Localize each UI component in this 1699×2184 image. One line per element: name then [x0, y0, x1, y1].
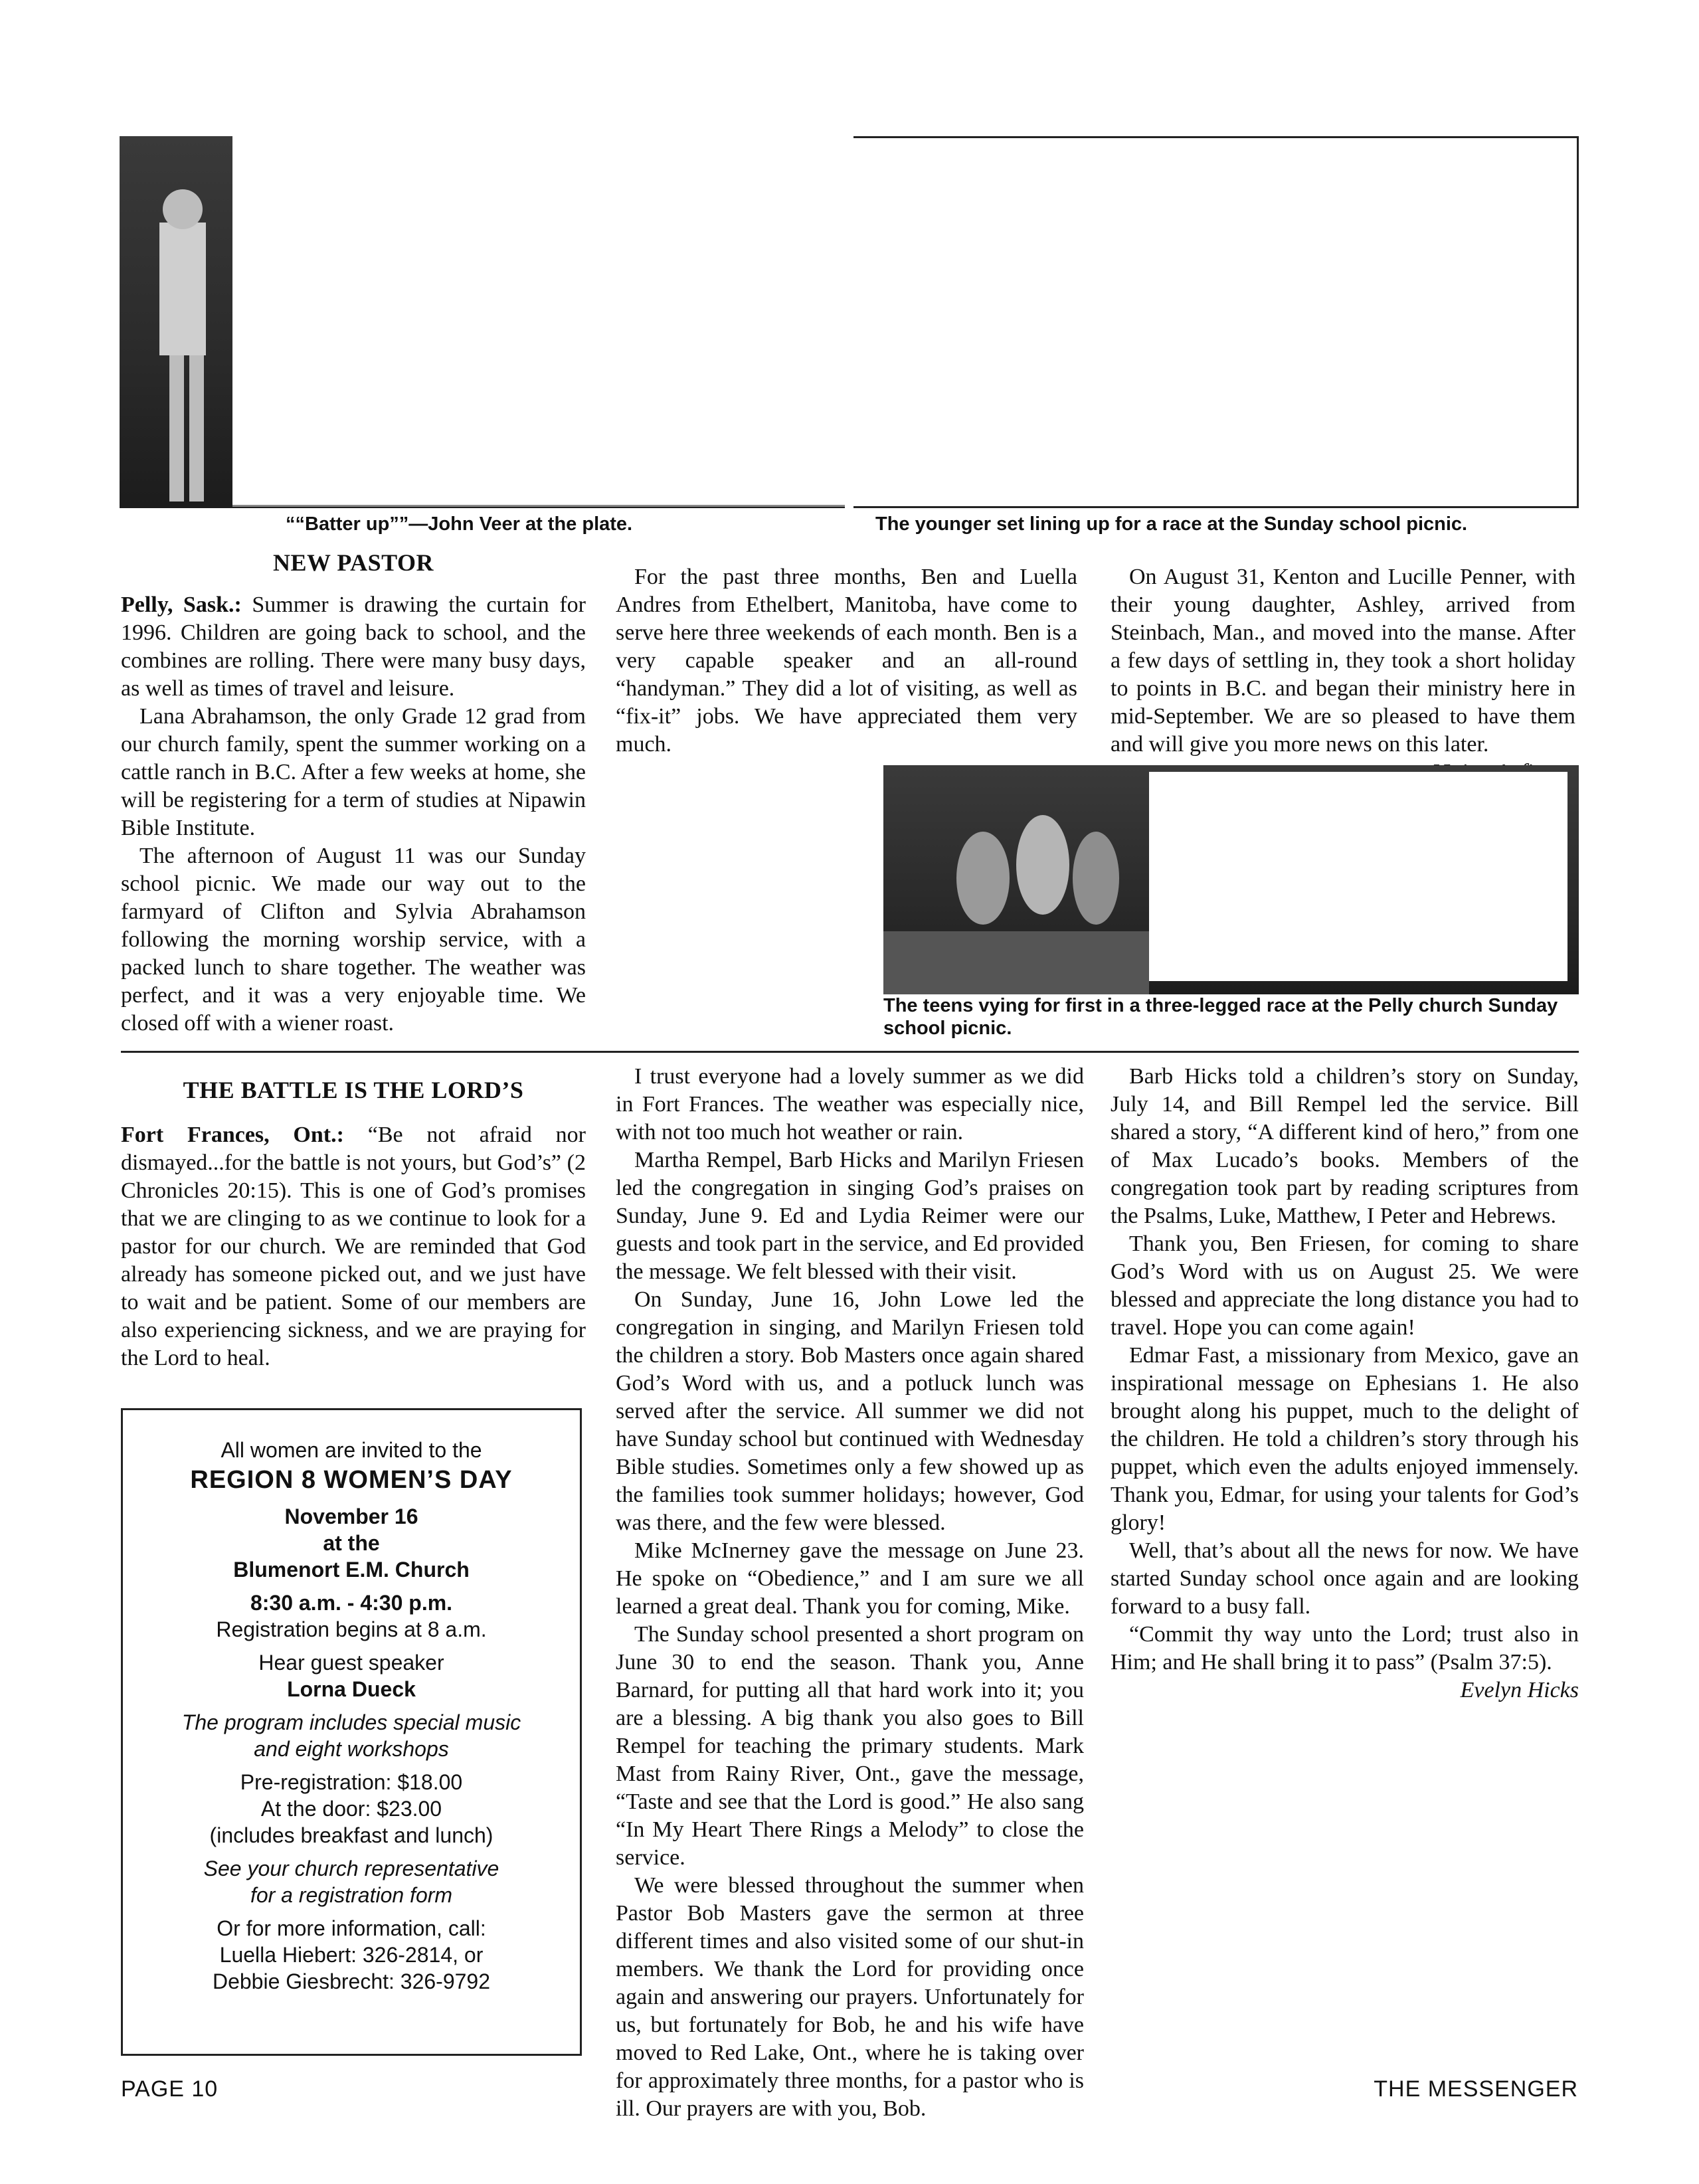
ad-more-info: Or for more information, call:	[217, 1916, 486, 1940]
article1-p3: The afternoon of August 11 was our Sunday school picnic. We made our way out to the farmyard of Clifton and Sylvia Abrahamson following the morning worship service, with a packed lunch to share together. The weather was perfect, and it was a very enjoyable time. We closed off with a wiener roast.	[121, 844, 586, 1036]
publication-name: THE MESSENGER	[1374, 2076, 1578, 2102]
article2-p5: Mike McInerney gave the message on June 23. He spoke on “Obedience,” and I am sure we all learned a great deal. Thank you for coming, Mike.	[616, 1538, 1084, 1619]
article2-p10: Edmar Fast, a missionary from Mexico, gave an inspirational message on Ephesians 1. He also brought along his puppet, much to the delight of the children. He told a children’s story through his puppet, which even the adults enjoyed immensely. Thank you, Edmar, for using your talents for God’s glory!	[1111, 1343, 1579, 1535]
article1-p5: On August 31, Kenton and Lucille Penner, with their young daughter, Ashley, arrived from Steinbach, Man., and moved into the manse. After a few days of settling in, they took a short holiday to points in B.C. and began their ministry here in mid-September. We are so pleased to have them and will give you more news on this later.	[1111, 565, 1575, 757]
race-photo	[853, 136, 1579, 508]
ad-pre-registration: Pre-registration: $18.00	[240, 1770, 463, 1794]
section-divider	[121, 1051, 1579, 1053]
article1-p2: Lana Abrahamson, the only Grade 12 grad from our church family, spent the summer working on a cattle ranch in B.C. After a few weeks at home, she will be registering for a term of studies at Nipawin Bible Institute.	[121, 704, 586, 840]
article1-headline: NEW PASTOR	[272, 549, 434, 576]
ad-invite: All women are invited to the	[221, 1438, 482, 1462]
ad-representative-2: for a registration form	[250, 1883, 453, 1907]
article1-col1	[121, 591, 586, 1036]
three-legged-race-caption: The teens vying for first in a three-legged race at the Pelly church Sunday school picnic.	[883, 995, 1558, 1039]
page-number: PAGE 10	[121, 2076, 219, 2102]
ad-venue: Blumenort E.M. Church	[233, 1558, 470, 1582]
article2-p12: “Commit thy way unto the Lord; trust also in Him; and He shall bring it to pass” (Psalm 37:5).	[1111, 1622, 1579, 1675]
womens-day-ad	[121, 1408, 582, 2056]
article2-p4: On Sunday, June 16, John Lowe led the congregation in singing, and Marilyn Friesen told the children a story. Bob Masters once again shared God’s Word with us, and a potluck lunch was served after the service. All summer we did not have Sunday school but continued with Wednesday Bible studies. Sometimes only a few showed up as the families took summer holidays; however, God was there, and the few were blessed.	[616, 1287, 1084, 1535]
ad-registration-time: Registration begins at 8 a.m.	[216, 1617, 487, 1641]
batter-caption: ““Batter up””—John Veer at the plate.	[286, 513, 633, 535]
article2-headline: THE BATTLE IS THE LORD’S	[183, 1077, 524, 1103]
article2-col2	[616, 1063, 1084, 2121]
ad-contact-2: Debbie Giesbrecht: 326-9792	[212, 1969, 491, 1993]
ad-door-price: At the door: $23.00	[260, 1797, 442, 1821]
article1-p4: For the past three months, Ben and Luella Andres from Ethelbert, Manitoba, have come to serve here three weekends of each month. Ben is a very capable speaker and an all-round “handyman.” They did a lot of visiting, as well as “fix-it” jobs. We have appreciated them very much.	[616, 565, 1077, 757]
ad-representative-1: See your church representative	[203, 1857, 499, 1880]
ad-contact-1: Luella Hiebert: 326-2814, or	[219, 1943, 484, 1967]
article1-col3	[1111, 563, 1575, 757]
ad-date: November 16	[284, 1504, 418, 1528]
ad-time: 8:30 a.m. - 4:30 p.m.	[250, 1591, 453, 1615]
three-legged-race-photo	[883, 765, 1579, 994]
ad-at-the: at the	[323, 1531, 380, 1555]
article2-p9: Thank you, Ben Friesen, for coming to share God’s Word with us on August 25. We were blessed and appreciate the long distance you had to travel. Hope you can come again!	[1111, 1231, 1579, 1340]
article2-p6: The Sunday school presented a short program on June 30 to end the season. Thank you, Anne Barnard, for putting all that hard work into it; you are a blessing. A big thank you also goes to Bill Rempel for teaching the primary students. Mark Mast from Rainy River, Ont., gave the message, “Taste and see that the Lord is good.” He also sang “In My Heart There Rings a Melody” to close the service.	[616, 1622, 1084, 1870]
article2-p7: We were blessed throughout the summer when Pastor Bob Masters gave the sermon at three different times and also visited some of our shut-in members. We thank the Lord for providing once again and answering our prayers. Unfortunately for us, but fortunately for Bob, he and his wife have moved to Red Lake, Ont., where he is taking over for approximately three months, for a pastor who is ill. Our prayers are with you, Bob.	[616, 1873, 1084, 2121]
batter-photo	[120, 136, 845, 508]
ad-speaker-name: Lorna Dueck	[287, 1677, 416, 1701]
ad-includes: (includes breakfast and lunch)	[209, 1823, 493, 1847]
article2-p2: I trust everyone had a lovely summer as we did in Fort Frances. The weather was especially nice, with not too much hot weather or rain.	[616, 1064, 1084, 1144]
article1-p1: Summer is drawing the curtain for 1996. Children are going back to school, and the combines are rolling. There were many busy days, as well as times of travel and leisure.	[121, 592, 586, 701]
article2-p8: Barb Hicks told a children’s story on Sunday, July 14, and Bill Rempel led the service. Bill shared a story, “A different kind of hero,” from one of Max Lucado’s books. Members of the congregation took part by reading scriptures from the Psalms, Luke, Matthew, I Peter and Hebrews.	[1111, 1064, 1579, 1228]
article2-col3	[1111, 1063, 1579, 2066]
ad-program-1: The program includes special music	[181, 1710, 521, 1734]
ad-speaker-intro: Hear guest speaker	[258, 1651, 444, 1675]
article2-p11: Well, that’s about all the news for now. We have started Sunday school once again and are looking forward to a busy fall.	[1111, 1538, 1579, 1619]
article2-p3: Martha Rempel, Barb Hicks and Marilyn Friesen led the congregation in singing God’s praises on Sunday, June 9. Ed and Lydia Reimer were our guests and took part in the service, and Ed provided the message. We felt blessed with their visit.	[616, 1148, 1084, 1284]
article2-signature: Evelyn Hicks	[1460, 1678, 1579, 1702]
ad-program-2: and eight workshops	[254, 1737, 449, 1761]
article2-p1: “Be not afraid nor dismayed...for the battle is not yours, but God’s” (2 Chronicles 20:15). This is one of God’s promises that we are clinging to as we continue to look for a pastor for our church. We are reminded that God already has someone picked out, and we just have to wait and be patient. Some of our members are also experiencing sickness, and we are praying for the Lord to heal.	[121, 1123, 586, 1370]
ad-event-title: REGION 8 WOMEN’S DAY	[190, 1466, 513, 1494]
article1-dateline: Pelly, Sask.:	[121, 592, 242, 617]
article2-dateline: Fort Frances, Ont.:	[121, 1123, 344, 1147]
article2-col1	[121, 1121, 586, 1371]
race-caption: The younger set lining up for a race at the Sunday school picnic.	[875, 513, 1468, 535]
